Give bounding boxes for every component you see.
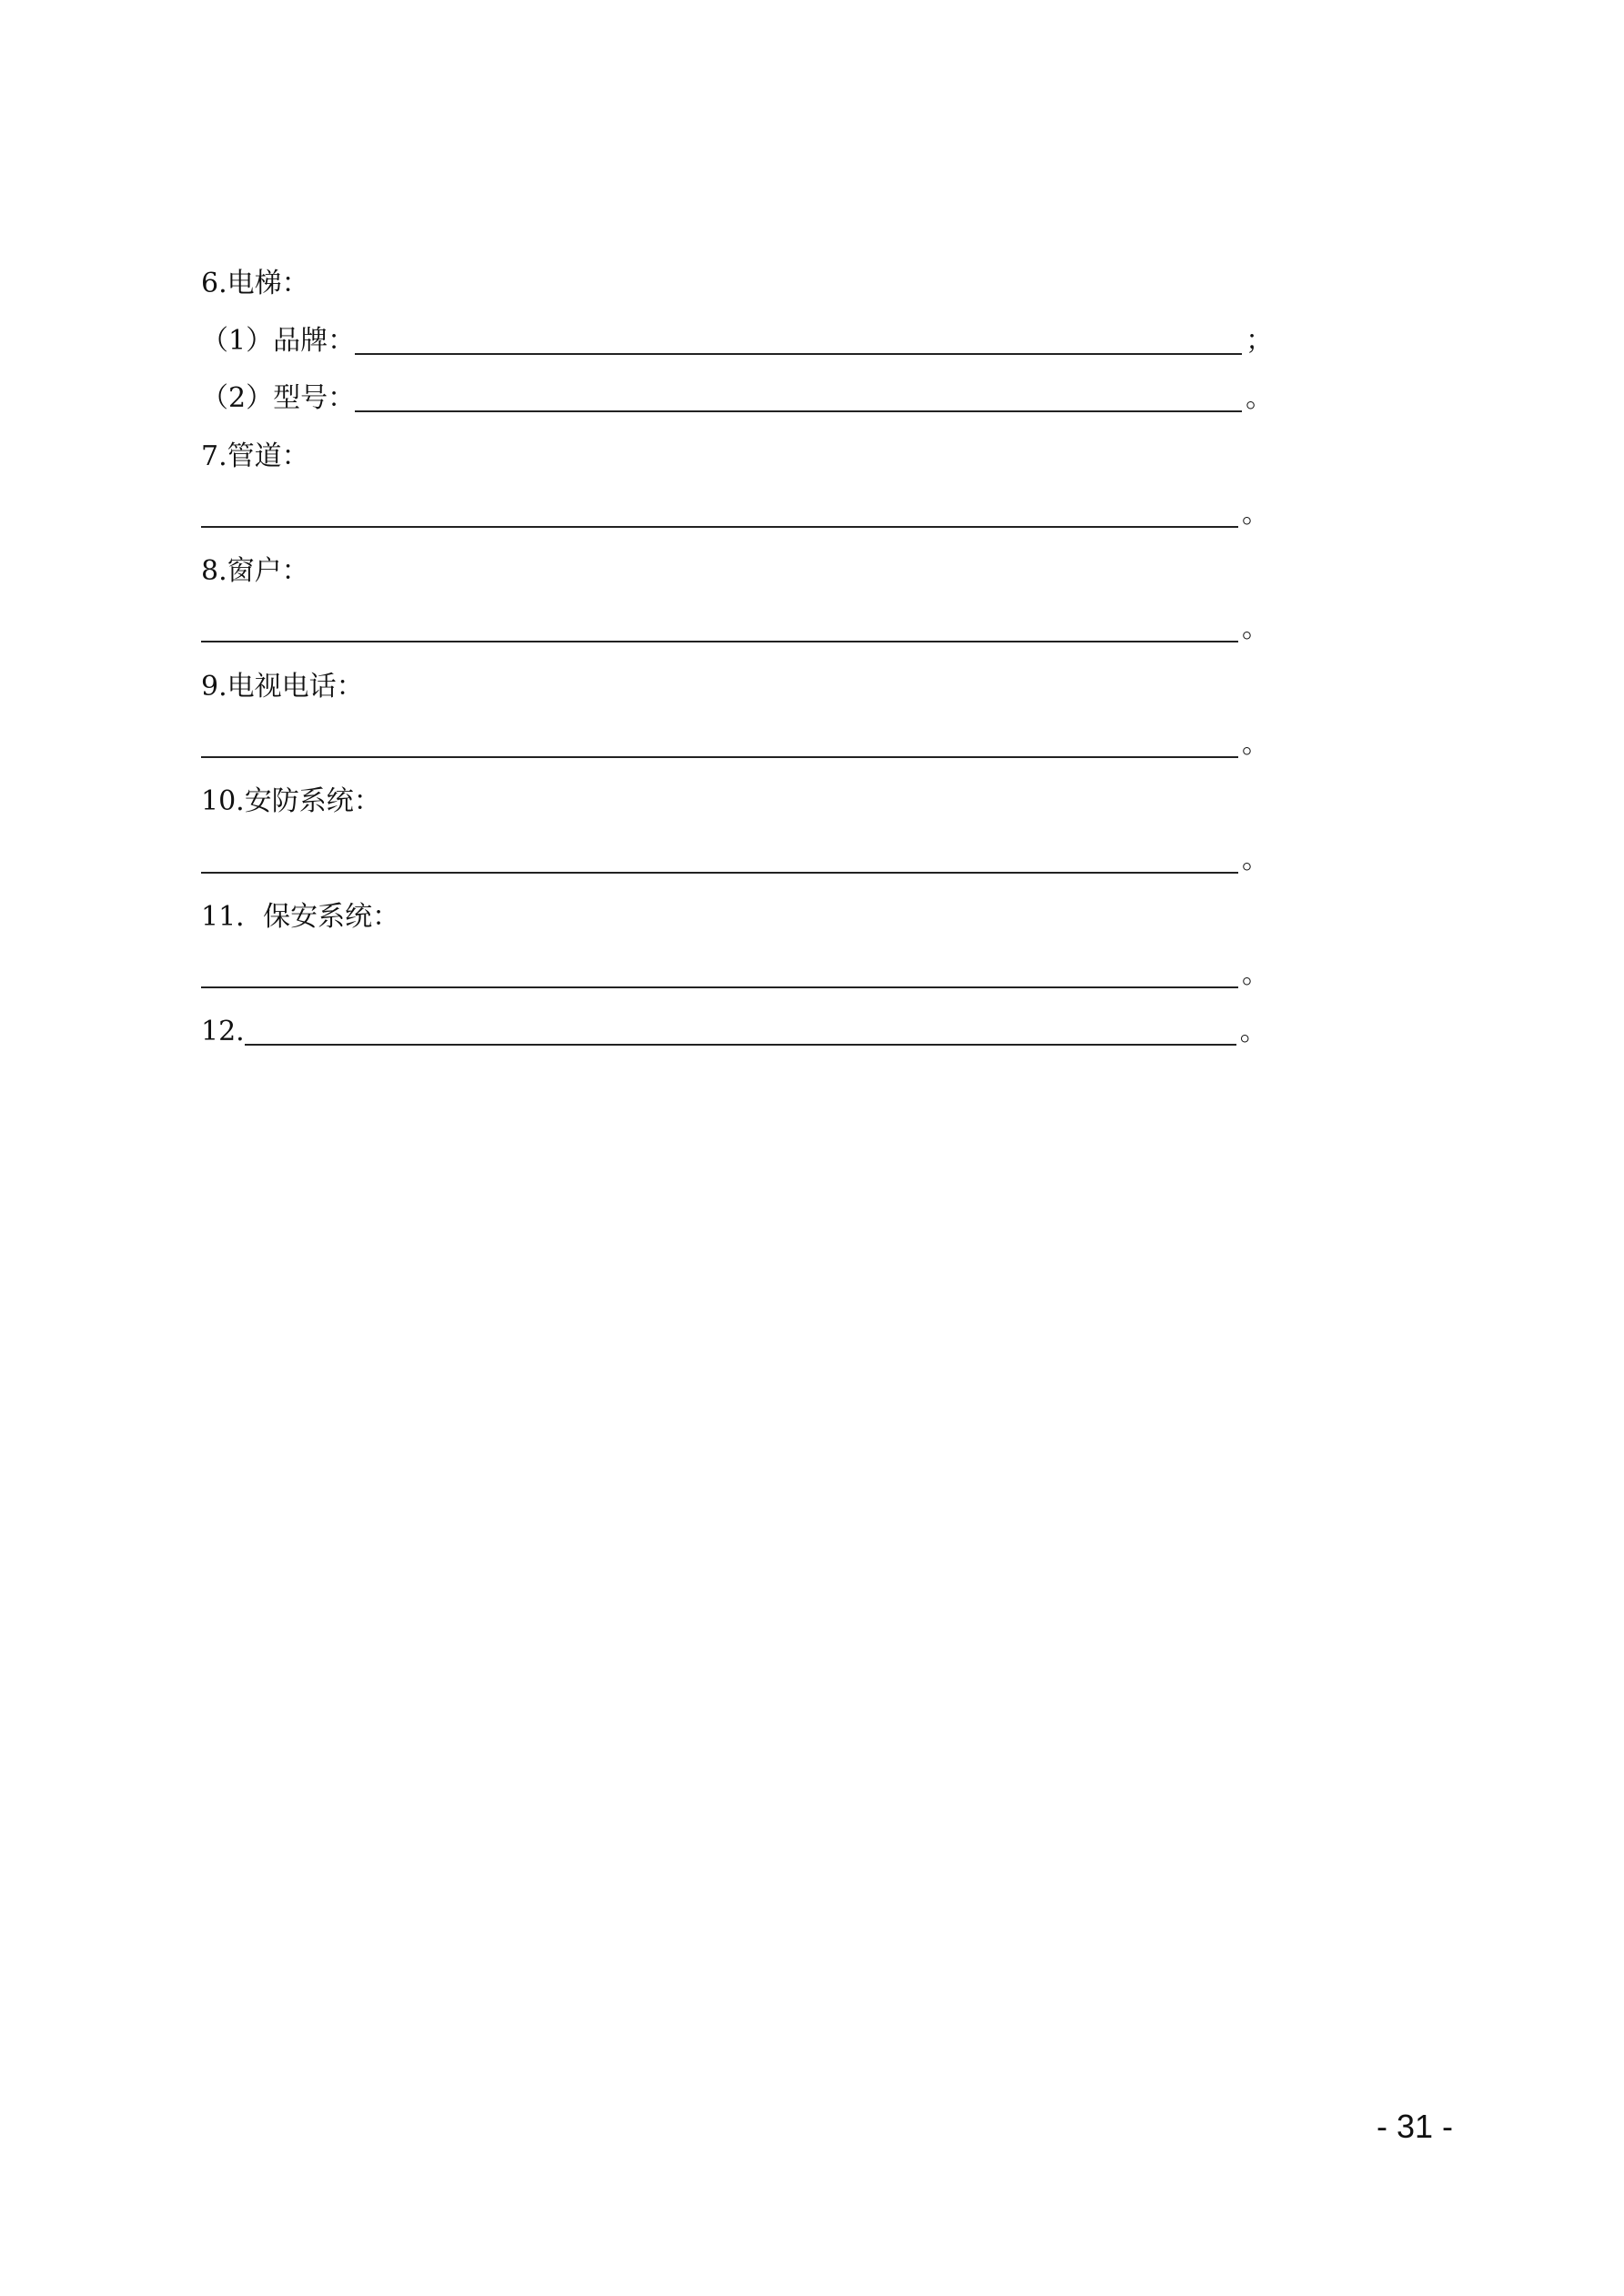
pipes-heading bbox=[201, 439, 1275, 475]
security-system-blank-line[interactable] bbox=[201, 872, 1238, 874]
item12-row bbox=[201, 1014, 1275, 1050]
guard-system-end-punct: 。 bbox=[1242, 958, 1269, 990]
brand-blank-line[interactable] bbox=[355, 353, 1242, 355]
windows-row bbox=[201, 611, 1275, 647]
windows-heading-text: 8.窗户： bbox=[201, 555, 309, 587]
brand-label: （1）品牌： bbox=[201, 325, 356, 357]
guard-system-heading bbox=[201, 899, 1275, 936]
windows-end-punct: 。 bbox=[1242, 612, 1269, 644]
guard-system-heading-text: 11．保安系统： bbox=[201, 901, 400, 933]
brand-row bbox=[201, 323, 1275, 359]
pipes-heading-text: 7.管道： bbox=[201, 440, 309, 472]
security-system-row bbox=[201, 842, 1275, 878]
page-number: - 31 - bbox=[1376, 2108, 1454, 2145]
security-system-end-punct: 。 bbox=[1242, 844, 1269, 875]
tv-phone-blank-line[interactable] bbox=[201, 756, 1238, 758]
tv-phone-heading-text: 9.电视电话： bbox=[201, 671, 364, 703]
item12-label: 12. bbox=[201, 1016, 245, 1047]
model-label: （2）型号： bbox=[201, 382, 356, 414]
pipes-blank-line[interactable] bbox=[201, 526, 1238, 528]
tv-phone-end-punct: 。 bbox=[1242, 728, 1269, 760]
security-system-heading-text: 10.安防系统： bbox=[201, 785, 381, 817]
model-blank-line[interactable] bbox=[355, 410, 1242, 412]
brand-end-punct: ； bbox=[1246, 325, 1274, 357]
tv-phone-heading bbox=[201, 669, 1275, 705]
model-row bbox=[201, 380, 1275, 417]
windows-blank-line[interactable] bbox=[201, 641, 1238, 642]
elevator-heading-text: 6.电梯： bbox=[201, 268, 309, 299]
windows-heading bbox=[201, 553, 1275, 590]
model-end-punct: 。 bbox=[1246, 382, 1274, 414]
tv-phone-row bbox=[201, 726, 1275, 763]
pipes-end-punct: 。 bbox=[1242, 498, 1269, 530]
elevator-heading bbox=[201, 266, 1275, 302]
security-system-heading bbox=[201, 784, 1275, 820]
item12-blank-line[interactable] bbox=[245, 1044, 1236, 1046]
guard-system-blank-line[interactable] bbox=[201, 986, 1238, 988]
item12-end-punct: 。 bbox=[1239, 1016, 1267, 1047]
guard-system-row bbox=[201, 956, 1275, 993]
pipes-row bbox=[201, 496, 1275, 532]
